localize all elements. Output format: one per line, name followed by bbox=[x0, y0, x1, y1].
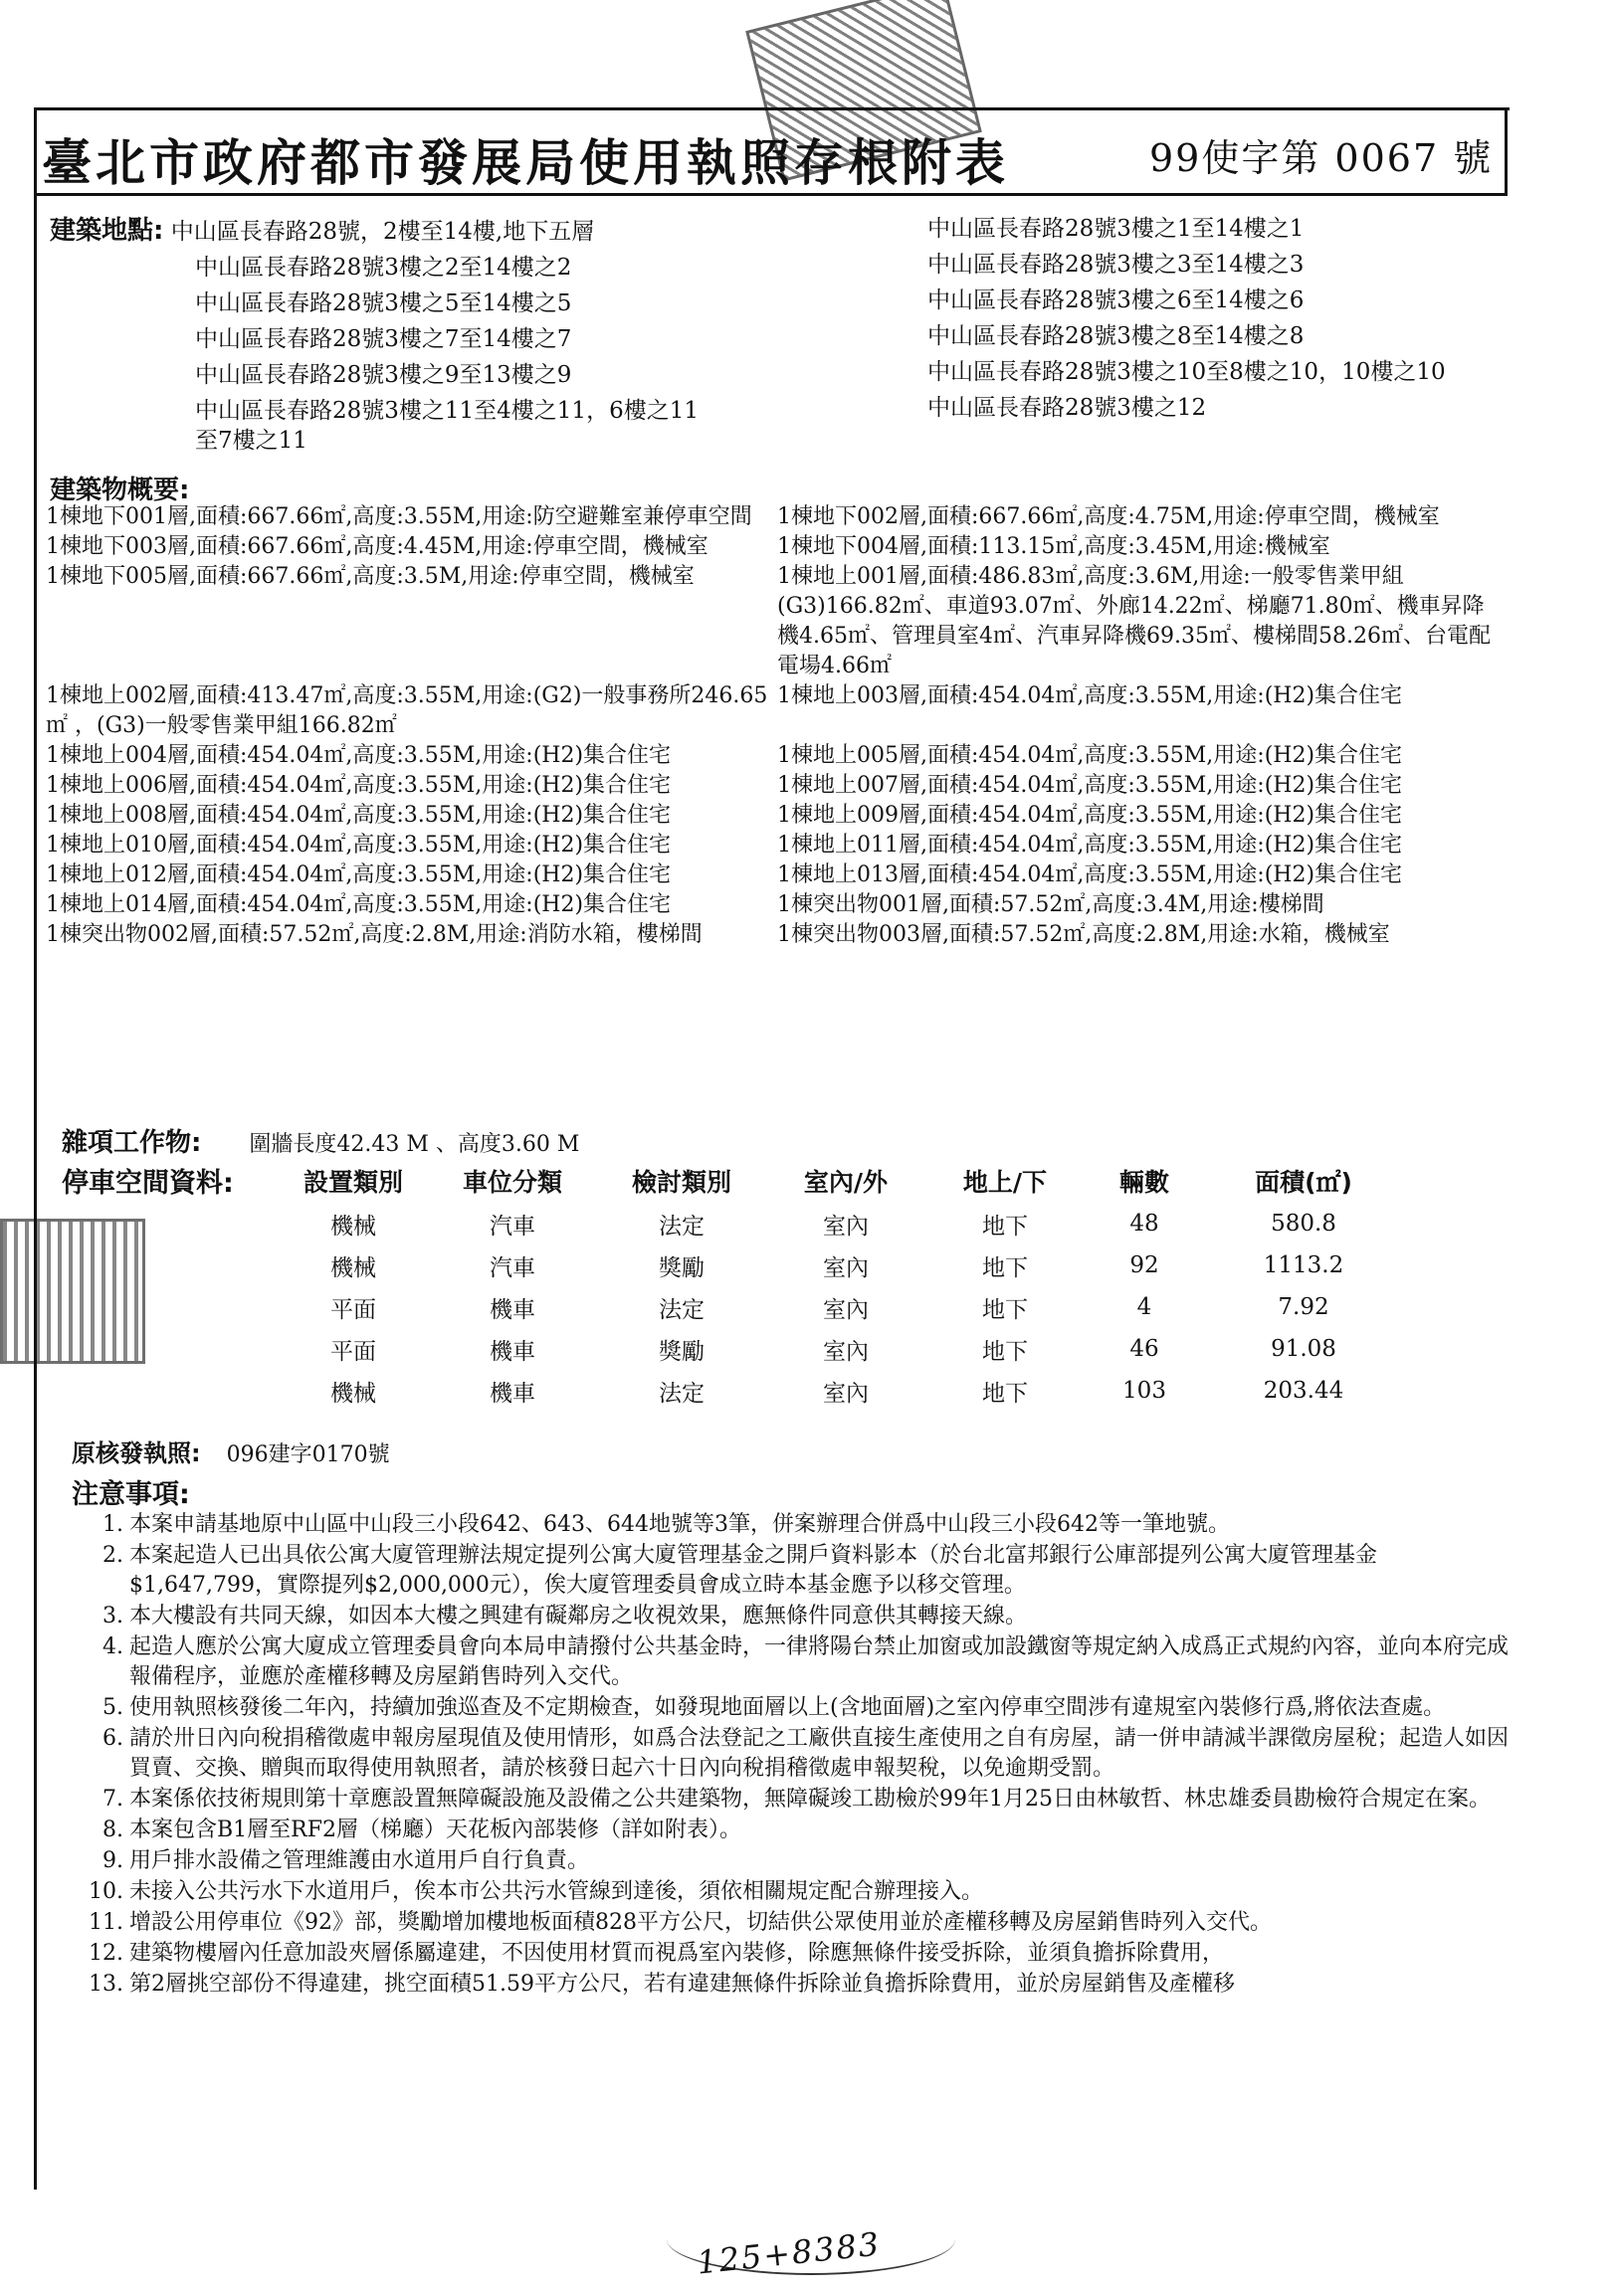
col-header: 檢討類別 bbox=[631, 1168, 731, 1197]
address-line: 中山區長春路28號3樓之2至14樓之2 bbox=[195, 255, 572, 281]
floor-item: 1棟突出物001層,面積:57.52㎡,高度:3.4M,用途:樓梯間 bbox=[777, 892, 1324, 917]
list-item: 5. 使用執照核發後二年內，持續加強巡查及不定期檢查，如發現地面層以上(含地面層)之室內停車空間涉有違規室內裝修行爲,將依法查處。 bbox=[102, 1695, 1446, 1720]
page-title: 臺北市政府都市發展局使用執照存根附表 bbox=[42, 133, 1009, 192]
address-line: 中山區長春路28號3樓之11至4樓之11，6樓之11 bbox=[195, 398, 699, 424]
floor-item: 1棟地上007層,面積:454.04㎡,高度:3.55M,用途:(H2)集合住宅 bbox=[777, 773, 1403, 798]
col-header: 車位分類 bbox=[462, 1168, 562, 1197]
original-permit-label: 原核發執照: bbox=[72, 1439, 201, 1467]
list-item: 12. 建築物樓層內任意加設夾層係屬違建，不因使用材質而視爲室內裝修，除應無條件接受拆除，並須負擔拆除費用， bbox=[89, 1941, 1225, 1966]
notes-list bbox=[88, 1510, 1511, 2001]
floor-item: 1棟地上004層,面積:454.04㎡,高度:3.55M,用途:(H2)集合住宅 bbox=[46, 743, 672, 768]
address-line: 中山區長春路28號3樓之8至14樓之8 bbox=[927, 323, 1305, 349]
floor-item: 1棟地上005層,面積:454.04㎡,高度:3.55M,用途:(H2)集合住宅 bbox=[777, 743, 1403, 768]
col-header: 地上/下 bbox=[962, 1168, 1048, 1197]
misc-works-label: 雜項工作物: bbox=[62, 1128, 202, 1158]
original-permit bbox=[72, 1434, 390, 1468]
col-header: 面積(㎡) bbox=[1255, 1168, 1352, 1197]
col-header: 輛數 bbox=[1118, 1168, 1169, 1197]
floor-item: 1棟地上003層,面積:454.04㎡,高度:3.55M,用途:(H2)集合住宅 bbox=[777, 683, 1403, 708]
table-row: 機械 汽車 獎勵 室內 地下 92 1113.2 bbox=[330, 1252, 1344, 1281]
floor-item: 1棟地上006層,面積:454.04㎡,高度:3.55M,用途:(H2)集合住宅 bbox=[46, 773, 672, 798]
floor-item: 1棟地上009層,面積:454.04㎡,高度:3.55M,用途:(H2)集合住宅 bbox=[777, 803, 1403, 828]
address-line: 中山區長春路28號3樓之7至14樓之7 bbox=[195, 326, 572, 352]
table-row: 機械 機車 法定 室內 地下 103 203.44 bbox=[330, 1378, 1344, 1407]
list-item: 1. 本案申請基地原中山區中山段三小段642、643、644地號等3筆，併案辦理合併爲中山段三小段642等一筆地號。 bbox=[102, 1512, 1230, 1537]
parking-table bbox=[279, 1159, 1403, 1412]
address-label: 建築地點: bbox=[50, 216, 164, 246]
floor-item: 1棟地上002層,面積:413.47㎡,高度:3.55M,用途:(G2)一般事務所246.65㎡ ，(G3)一般零售業甲組166.82㎡ bbox=[46, 683, 768, 738]
address-line: 建築地點: 中山區長春路28號，2樓至14樓,地下五層 bbox=[50, 216, 595, 246]
list-item: 3. 本大樓設有共同天線，如因本大樓之興建有礙鄰房之收視效果，應無條件同意供其轉接天線。 bbox=[102, 1604, 1028, 1628]
parking-label: 停車空間資料: bbox=[62, 1168, 234, 1199]
floor-item: 1棟地上008層,面積:454.04㎡,高度:3.55M,用途:(H2)集合住宅 bbox=[46, 803, 672, 828]
misc-works bbox=[62, 1122, 579, 1159]
address-left-column bbox=[50, 213, 915, 459]
parking-header-row bbox=[279, 1159, 1403, 1203]
floor-item: 1棟地上014層,面積:454.04㎡,高度:3.55M,用途:(H2)集合住宅 bbox=[46, 892, 672, 917]
table-row: 平面 機車 獎勵 室內 地下 46 91.08 bbox=[330, 1336, 1336, 1365]
floor-item: 1棟地上011層,面積:454.04㎡,高度:3.55M,用途:(H2)集合住宅 bbox=[777, 833, 1403, 858]
floor-item: 1棟地下004層,面積:113.15㎡,高度:3.45M,用途:機械室 bbox=[777, 534, 1330, 559]
address-line: 中山區長春路28號3樓之3至14樓之3 bbox=[927, 252, 1305, 278]
list-item: 9. 用戶排水設備之管理維護由水道用戶自行負責。 bbox=[102, 1848, 590, 1873]
floor-item: 1棟地下005層,面積:667.66㎡,高度:3.5M,用途:停車空間，機械室 bbox=[46, 564, 695, 589]
table-row: 平面 機車 法定 室內 地下 4 7.92 bbox=[330, 1294, 1329, 1323]
floor-item: 1棟地上010層,面積:454.04㎡,高度:3.55M,用途:(H2)集合住宅 bbox=[46, 833, 672, 858]
list-item: 8. 本案包含B1層至RF2層（梯廳）天花板內部裝修（詳如附表）。 bbox=[102, 1818, 741, 1842]
floor-item: 1棟地下003層,面積:667.66㎡,高度:4.45M,用途:停車空間，機械室 bbox=[46, 534, 708, 559]
address-line: 中山區長春路28號3樓之5至14樓之5 bbox=[195, 290, 572, 316]
floor-item: 1棟地上013層,面積:454.04㎡,高度:3.55M,用途:(H2)集合住宅 bbox=[777, 862, 1403, 887]
address-right-column bbox=[927, 211, 1515, 426]
address-line: 中山區長春路28號3樓之1至14樓之1 bbox=[927, 216, 1305, 242]
building-summary-label: 建築物概要: bbox=[50, 476, 190, 505]
col-header: 室內/外 bbox=[803, 1168, 889, 1197]
list-item: 11. 增設公用停車位《92》部，獎勵增加樓地板面積828平方公尺，切結供公眾使用並於產權移轉及房屋銷售時列入交代。 bbox=[89, 1910, 1272, 1935]
floor-item: 1棟地下002層,面積:667.66㎡,高度:4.75M,用途:停車空間，機械室 bbox=[777, 504, 1440, 529]
floor-item: 1棟突出物002層,面積:57.52㎡,高度:2.8M,用途:消防水箱，樓梯間 bbox=[46, 922, 703, 947]
floor-item: 1棟地下001層,面積:667.66㎡,高度:3.55M,用途:防空避難室兼停車空間 bbox=[46, 504, 752, 529]
notes-label: 注意事項: bbox=[72, 1479, 190, 1510]
col-header: 設置類別 bbox=[303, 1168, 403, 1197]
address-line: 中山區長春路28號3樓之12 bbox=[927, 395, 1207, 421]
list-item: 4. 起造人應於公寓大廈成立管理委員會向本局申請撥付公共基金時，一律將陽台禁止加窗或加設鐵窗等規定納入成爲正式規約內容，並向本府完成報備程序，並應於產權移轉及房屋銷售時列入交代。 bbox=[102, 1634, 1510, 1689]
address-line: 中山區長春路28號3樓之6至14樓之6 bbox=[927, 287, 1305, 313]
floor-list bbox=[46, 502, 1507, 950]
list-item: 13. 第2層挑空部份不得違建，挑空面積51.59平方公尺，若有違建無條件拆除並負擔拆除費用，並於房屋銷售及產權移 bbox=[89, 1972, 1235, 1997]
address-line: 中山區長春路28號3樓之10至8樓之10，10樓之10 bbox=[927, 359, 1446, 385]
table-row: 機械 汽車 法定 室內 地下 48 580.8 bbox=[330, 1211, 1336, 1240]
floor-item: 1棟突出物003層,面積:57.52㎡,高度:2.8M,用途:水箱，機械室 bbox=[777, 922, 1390, 947]
address-line: 中山區長春路28號3樓之9至13樓之9 bbox=[195, 362, 572, 388]
list-item: 7. 本案係依技術規則第十章應設置無障礙設施及設備之公共建築物，無障礙竣工勘檢於99年1月25日由林敏哲、林忠雄委員勘檢符合規定在案。 bbox=[102, 1787, 1491, 1812]
footer-page-number: 125+8383 bbox=[695, 2224, 883, 2282]
original-permit-value: 096建字0170號 bbox=[226, 1442, 390, 1467]
floor-item: 1棟地上001層,面積:486.83㎡,高度:3.6M,用途:一般零售業甲組(G3)166.82㎡、車道93.07㎡、外廊14.22㎡、梯廳71.80㎡、機車昇降機4.65㎡、管理員室4㎡、汽車昇降機69.35㎡、樓梯間58.26㎡、台電配電場4.66㎡ bbox=[777, 564, 1491, 678]
list-item: 2. 本案起造人已出具依公寓大廈管理辦法規定提列公寓大廈管理基金之開戶資料影本（於台北富邦銀行公庫部提列公寓大廈管理基金$1,647,799，實際提列$2,000,000元），俟大廈管理委員會成立時本基金應予以移交管理。 bbox=[102, 1543, 1378, 1598]
document-number: 99使字第 0067 號 bbox=[1149, 136, 1494, 180]
misc-works-value: 圍牆長度42.43 M 、高度3.60 M bbox=[249, 1132, 580, 1157]
floor-item: 1棟地上012層,面積:454.04㎡,高度:3.55M,用途:(H2)集合住宅 bbox=[46, 862, 672, 887]
list-item: 10. 未接入公共污水下水道用戶，俟本市公共污水管線到達後，須依相關規定配合辦理接入。 bbox=[89, 1879, 984, 1904]
list-item: 6. 請於卅日內向稅捐稽徵處申報房屋現值及使用情形，如爲合法登記之工廠供直接生產使用之自有房屋，請一併申請減半課徵房屋稅；起造人如因買賣、交換、贈與而取得使用執照者，請於核發日起六十日內向稅捐稽徵處申報契稅，以免逾期受罰。 bbox=[102, 1726, 1510, 1781]
address-line: 至7樓之11 bbox=[195, 428, 307, 454]
